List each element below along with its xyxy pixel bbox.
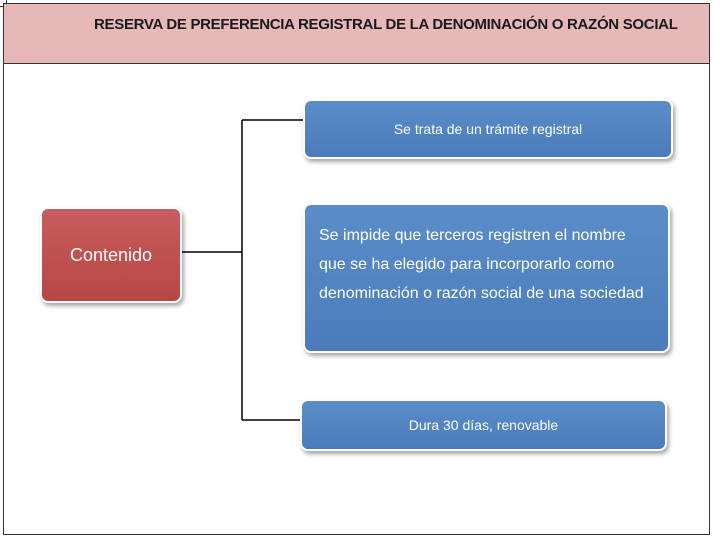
root-node-contenido [40, 207, 182, 303]
branch-node-duracion [300, 399, 667, 451]
branch-node-label: Se trata de un trámite registral [393, 121, 583, 137]
page-title: RESERVA DE PREFERENCIA REGISTRAL DE LA DENOMINACIÓN O RAZÓN SOCIAL [94, 16, 678, 33]
branch-node-label: Se impide que terceros registren el nombre que se ha elegido para incorporarlo como denominación o razón social de una sociedad [319, 227, 644, 302]
branch-node-impide [303, 203, 670, 353]
branch-node-tramite [303, 99, 673, 159]
root-node-label: Contenido [69, 244, 153, 265]
branch-node-label: Dura 30 días, renovable [408, 417, 559, 433]
